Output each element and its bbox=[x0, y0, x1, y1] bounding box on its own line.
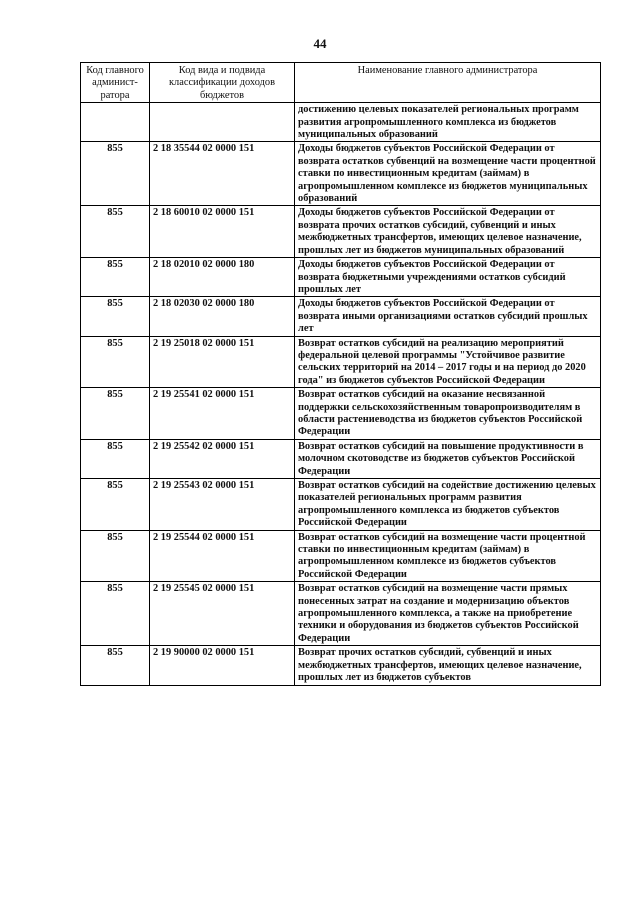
admin-code-cell: 855 bbox=[81, 258, 150, 297]
admin-code-cell bbox=[81, 103, 150, 142]
table-row bbox=[81, 582, 601, 646]
admin-name-cell: Возврат остатков субсидий на возмещение части процентной ставки по инвестиционным кредитам (займам) в агропромышленном комплексе из бюджетов субъектов Российской Федерации bbox=[295, 530, 601, 582]
admin-code-cell: 855 bbox=[81, 142, 150, 206]
table-row bbox=[81, 297, 601, 336]
revenue-code-cell: 2 19 25542 02 0000 151 bbox=[150, 439, 295, 478]
header-admin-name: Наименование главного администратора bbox=[295, 63, 601, 103]
page-number: 44 bbox=[313, 36, 327, 51]
admin-code-cell: 855 bbox=[81, 646, 150, 685]
admin-code-cell: 855 bbox=[81, 439, 150, 478]
revenue-code-cell bbox=[150, 103, 295, 142]
admin-code-cell: 855 bbox=[81, 582, 150, 646]
table-row bbox=[81, 206, 601, 258]
admin-name-cell: Возврат остатков субсидий на реализацию мероприятий федеральной целевой программы "Устойчивое развитие сельских территорий на 2014 – 2017 годы и на период до 2020 года" из бюджетов субъектов Российской Федерации bbox=[295, 336, 601, 388]
table-row bbox=[81, 103, 601, 142]
table-row bbox=[81, 439, 601, 478]
admin-name-cell: достижению целевых показателей региональных программ развития агропромышленного комплекса из бюджетов муниципальных образований bbox=[295, 103, 601, 142]
revenue-code-cell: 2 19 90000 02 0000 151 bbox=[150, 646, 295, 685]
admin-name-cell: Возврат прочих остатков субсидий, субвенций и иных межбюджетных трансфертов, имеющих целевое назначение, прошлых лет из бюджетов субъектов bbox=[295, 646, 601, 685]
revenue-code-cell: 2 18 02010 02 0000 180 bbox=[150, 258, 295, 297]
admin-name-cell: Возврат остатков субсидий на возмещение части прямых понесенных затрат на создание и модернизацию объектов агропромышленного комплекса, а также на приобретение техники и оборудования из бюджетов субъектов Российской Федерации bbox=[295, 582, 601, 646]
table-row bbox=[81, 646, 601, 685]
table-row bbox=[81, 479, 601, 531]
revenue-code-cell: 2 18 02030 02 0000 180 bbox=[150, 297, 295, 336]
revenue-code-cell: 2 19 25545 02 0000 151 bbox=[150, 582, 295, 646]
admin-code-cell: 855 bbox=[81, 297, 150, 336]
table-row bbox=[81, 336, 601, 388]
admin-code-cell: 855 bbox=[81, 206, 150, 258]
admin-name-cell: Возврат остатков субсидий на повышение продуктивности в молочном скотоводстве из бюджетов субъектов Российской Федерации bbox=[295, 439, 601, 478]
table-row bbox=[81, 258, 601, 297]
admin-name-cell: Доходы бюджетов субъектов Российской Федерации от возврата прочих остатков субсидий, субвенций и иных межбюджетных трансфертов, имеющих целевое назначение, прошлых лет из бюджетов муниципальных образований bbox=[295, 206, 601, 258]
admin-code-cell: 855 bbox=[81, 388, 150, 440]
admin-code-cell: 855 bbox=[81, 530, 150, 582]
revenue-code-cell: 2 19 25543 02 0000 151 bbox=[150, 479, 295, 531]
revenue-code-cell: 2 19 25544 02 0000 151 bbox=[150, 530, 295, 582]
table-row bbox=[81, 388, 601, 440]
admin-name-cell: Доходы бюджетов субъектов Российской Федерации от возврата иными организациями остатков субсидий прошлых лет bbox=[295, 297, 601, 336]
admin-name-cell: Доходы бюджетов субъектов Российской Федерации от возврата остатков субвенций на возмещение части процентной ставки по инвестиционным кредитам (займам) в агропромышленном комплексе из бюджетов муниципальных образований bbox=[295, 142, 601, 206]
admin-name-cell: Доходы бюджетов субъектов Российской Федерации от возврата бюджетными учреждениями остатков субсидий прошлых лет bbox=[295, 258, 601, 297]
table-row bbox=[81, 142, 601, 206]
admin-code-cell: 855 bbox=[81, 479, 150, 531]
revenue-code-cell: 2 18 35544 02 0000 151 bbox=[150, 142, 295, 206]
revenue-code-cell: 2 19 25018 02 0000 151 bbox=[150, 336, 295, 388]
table-header-row bbox=[81, 63, 601, 103]
header-revenue-code: Код вида и подвида классификации доходов бюджетов bbox=[150, 63, 295, 103]
admin-name-cell: Возврат остатков субсидий на оказание несвязанной поддержки сельскохозяйственным товаропроизводителям в области растениеводства из бюджетов субъектов Российской Федерации bbox=[295, 388, 601, 440]
header-admin-code: Код главного админист-ратора bbox=[81, 63, 150, 103]
revenue-administrators-table bbox=[80, 62, 601, 686]
admin-code-cell: 855 bbox=[81, 336, 150, 388]
admin-name-cell: Возврат остатков субсидий на содействие достижению целевых показателей региональных программ развития агропромышленного комплекса из бюджетов субъектов Российской Федерации bbox=[295, 479, 601, 531]
revenue-code-cell: 2 19 25541 02 0000 151 bbox=[150, 388, 295, 440]
table-row bbox=[81, 530, 601, 582]
revenue-code-cell: 2 18 60010 02 0000 151 bbox=[150, 206, 295, 258]
